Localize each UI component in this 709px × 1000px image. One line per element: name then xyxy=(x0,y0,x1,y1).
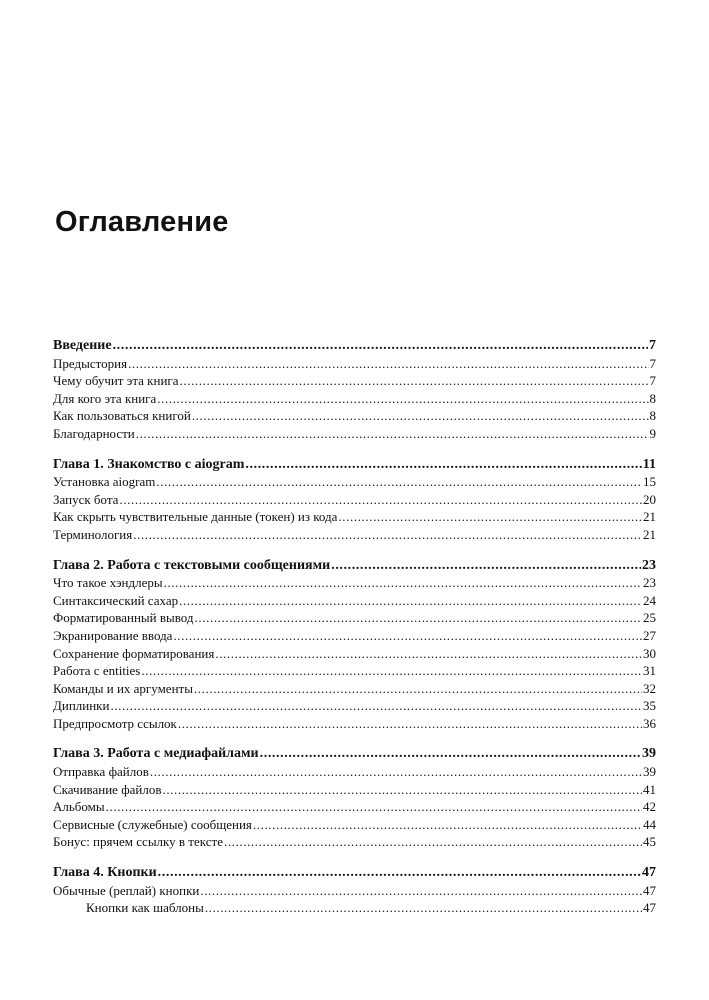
toc-section-entry xyxy=(53,763,656,781)
dot-leader xyxy=(194,680,642,698)
toc-entry-page-number: 7 xyxy=(649,373,656,389)
dot-leader xyxy=(179,592,642,610)
toc-section-entry xyxy=(53,627,656,645)
toc-entry-page-number: 23 xyxy=(642,557,656,573)
toc-entry-title: Запуск бота xyxy=(53,491,119,507)
dot-leader xyxy=(180,372,649,390)
toc-section-entry xyxy=(53,899,656,917)
toc-section-entry xyxy=(53,680,656,698)
table-of-contents xyxy=(53,337,656,917)
toc-entry-title: Бонус: прячем ссылку в тексте xyxy=(53,834,223,850)
toc-section-entry xyxy=(53,662,656,680)
page-title: Оглавление xyxy=(55,206,229,238)
toc-entry-title: Отправка файлов xyxy=(53,764,149,780)
toc-entry-title: Глава 1. Знакомство с aiogram xyxy=(53,456,245,472)
toc-entry-page-number: 44 xyxy=(643,816,656,832)
dot-leader xyxy=(128,355,648,373)
toc-entry-page-number: 25 xyxy=(643,610,656,626)
toc-entry-title: Синтаксический сахар xyxy=(53,592,179,608)
dot-leader xyxy=(164,574,642,592)
dot-leader xyxy=(260,745,641,763)
toc-entry-page-number: 21 xyxy=(643,509,656,525)
toc-entry-title: Сервисные (служебные) сообщения xyxy=(53,816,252,832)
dot-leader xyxy=(158,864,641,882)
dot-leader xyxy=(136,425,649,443)
toc-entry-page-number: 11 xyxy=(642,456,656,472)
toc-entry-page-number: 8 xyxy=(649,390,656,406)
dot-leader xyxy=(110,697,642,715)
toc-section-entry xyxy=(53,833,656,851)
toc-entry-page-number: 47 xyxy=(642,865,656,881)
dot-leader xyxy=(338,508,642,526)
toc-entry-page-number: 47 xyxy=(643,882,656,898)
dot-leader xyxy=(195,609,642,627)
toc-entry-title: Альбомы xyxy=(53,799,105,815)
toc-section-entry xyxy=(53,715,656,733)
toc-section-entry xyxy=(53,645,656,663)
toc-entry-title: Диплинки xyxy=(53,698,110,714)
toc-entry-page-number: 32 xyxy=(643,680,656,696)
toc-section-entry xyxy=(53,816,656,834)
toc-chapter-entry xyxy=(53,557,656,575)
toc-entry-page-number: 31 xyxy=(643,663,656,679)
toc-section-entry xyxy=(53,473,656,491)
toc-chapter-entry xyxy=(53,864,656,882)
toc-entry-title: Для кого эта книга xyxy=(53,390,157,406)
toc-section-entry xyxy=(53,574,656,592)
toc-entry-title: Обычные (реплай) кнопки xyxy=(53,882,200,898)
toc-section-entry xyxy=(53,390,656,408)
dot-leader xyxy=(224,833,642,851)
toc-entry-page-number: 20 xyxy=(643,491,656,507)
toc-section-entry xyxy=(53,425,656,443)
dot-leader xyxy=(205,899,642,917)
toc-entry-page-number: 36 xyxy=(643,715,656,731)
toc-entry-page-number: 15 xyxy=(643,474,656,490)
toc-entry-page-number: 27 xyxy=(643,627,656,643)
toc-entry-title: Что такое хэндлеры xyxy=(53,575,163,591)
toc-entry-page-number: 39 xyxy=(642,746,656,762)
toc-chapter-entry xyxy=(53,745,656,763)
dot-leader xyxy=(331,557,641,575)
toc-entry-page-number: 7 xyxy=(649,338,656,353)
toc-section-entry xyxy=(53,798,656,816)
toc-entry-title: Глава 4. Кнопки xyxy=(53,865,157,881)
toc-entry-title: Работа с entities xyxy=(53,663,141,679)
toc-entry-page-number: 24 xyxy=(643,592,656,608)
toc-entry-title: Кнопки как шаблоны xyxy=(86,900,204,916)
dot-leader xyxy=(192,407,649,425)
dot-leader xyxy=(173,627,642,645)
dot-leader xyxy=(178,715,642,733)
toc-section-entry xyxy=(53,372,656,390)
dot-leader xyxy=(157,390,648,408)
toc-section-entry xyxy=(53,526,656,544)
toc-entry-title: Команды и их аргументы xyxy=(53,680,193,696)
dot-leader xyxy=(106,798,642,816)
toc-entry-title: Терминология xyxy=(53,526,133,542)
toc-entry-page-number: 41 xyxy=(643,781,656,797)
toc-entry-title: Предпросмотр ссылок xyxy=(53,715,177,731)
dot-leader xyxy=(113,337,648,355)
toc-entry-title: Экранирование ввода xyxy=(53,627,173,643)
toc-entry-page-number: 9 xyxy=(649,425,656,441)
toc-entry-title: Предыстория xyxy=(53,355,128,371)
toc-entry-page-number: 23 xyxy=(643,575,656,591)
dot-leader xyxy=(253,816,642,834)
toc-section-entry xyxy=(53,592,656,610)
toc-entry-page-number: 35 xyxy=(643,698,656,714)
toc-entry-page-number: 30 xyxy=(643,645,656,661)
toc-section-entry xyxy=(53,697,656,715)
toc-entry-page-number: 21 xyxy=(643,526,656,542)
toc-entry-title: Как скрыть чувствительные данные (токен) из кода xyxy=(53,509,338,525)
toc-entry-title: Сохранение форматирования xyxy=(53,645,215,661)
toc-entry-title: Установка aiogram xyxy=(53,474,156,490)
toc-entry-title: Глава 3. Работа с медиафайлами xyxy=(53,746,259,762)
dot-leader xyxy=(141,662,642,680)
dot-leader xyxy=(133,526,642,544)
toc-section-entry xyxy=(53,491,656,509)
toc-entry-page-number: 39 xyxy=(643,764,656,780)
dot-leader xyxy=(156,473,642,491)
dot-leader xyxy=(200,882,642,900)
dot-leader xyxy=(150,763,642,781)
dot-leader xyxy=(119,491,642,509)
toc-entry-title: Форматированный вывод xyxy=(53,610,194,626)
toc-entry-page-number: 7 xyxy=(649,355,656,371)
toc-entry-page-number: 47 xyxy=(643,900,656,916)
toc-section-entry xyxy=(53,508,656,526)
toc-section-entry xyxy=(53,407,656,425)
toc-chapter-entry xyxy=(53,456,656,474)
toc-entry-title: Скачивание файлов xyxy=(53,781,162,797)
toc-section-entry xyxy=(53,781,656,799)
dot-leader xyxy=(245,456,641,474)
toc-section-entry xyxy=(53,609,656,627)
toc-entry-title: Глава 2. Работа с текстовыми сообщениями xyxy=(53,557,331,573)
toc-entry-title: Как пользоваться книгой xyxy=(53,408,191,424)
toc-section-entry xyxy=(53,882,656,900)
dot-leader xyxy=(162,781,642,799)
toc-entry-title: Введение xyxy=(53,338,112,353)
toc-entry-page-number: 42 xyxy=(643,799,656,815)
toc-entry-page-number: 8 xyxy=(649,408,656,424)
toc-section-entry xyxy=(53,355,656,373)
toc-entry-title: Благодарности xyxy=(53,425,135,441)
toc-entry-title: Чему обучит эта книга xyxy=(53,373,179,389)
toc-chapter-entry xyxy=(53,337,656,355)
dot-leader xyxy=(215,645,642,663)
toc-entry-page-number: 45 xyxy=(643,834,656,850)
